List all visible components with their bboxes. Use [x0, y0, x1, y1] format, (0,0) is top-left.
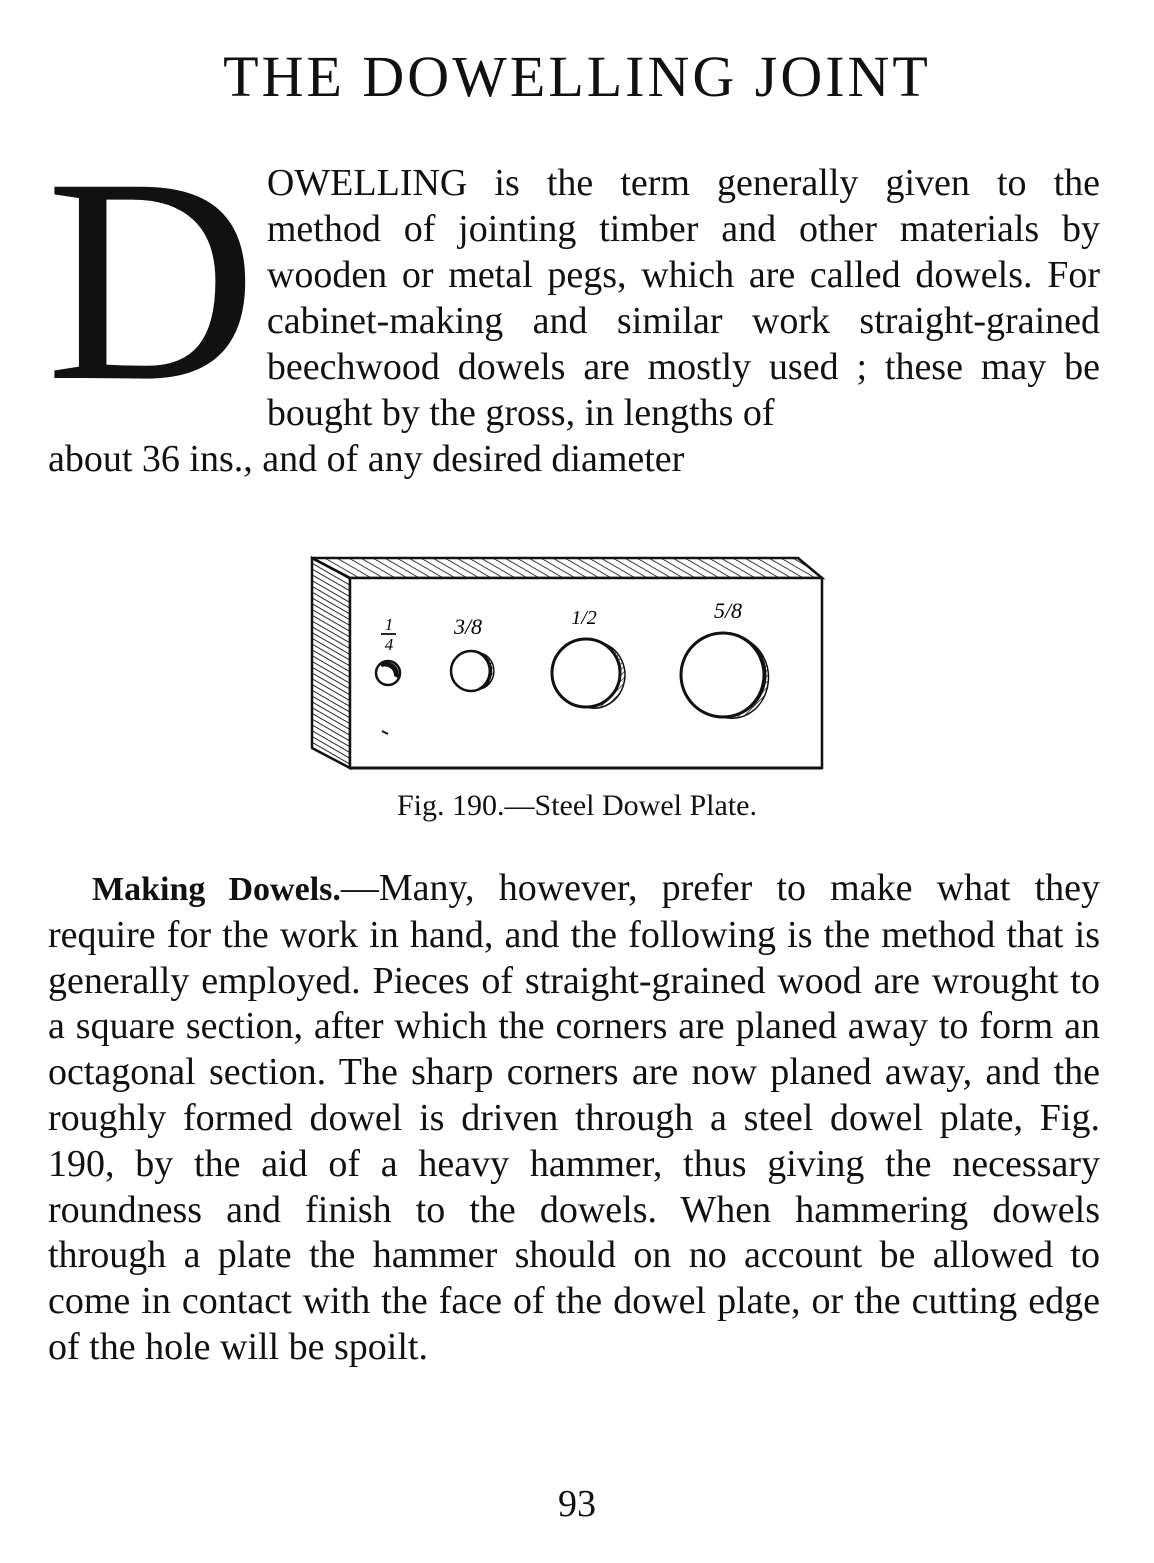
making-dowels-paragraph — [48, 866, 1100, 1371]
page-title: THE DOWELLING JOINT — [223, 44, 931, 109]
intro-text: OWELLING is the term generally given to the method of jointing timber and other materials by wooden or metal pegs, which are called dowels. For cabinet-making and similar work straight-grained beechwood dowels are mostly used ; these may be bought by the gross, in lengths of — [266, 162, 1100, 434]
intro-last-line: about 36 ins., and of any desired diameter — [48, 438, 685, 480]
dowel-hole-three-eighths — [451, 651, 494, 691]
dowel-hole-half — [552, 639, 625, 708]
dowel-hole-quarter — [376, 661, 400, 685]
hole-label-half — [571, 607, 597, 629]
hole-label-five-eighths — [714, 598, 742, 623]
svg-text:5/8: 5/8 — [713, 598, 743, 623]
hole-label-three-eighths — [453, 614, 482, 639]
svg-text:1/2: 1/2 — [571, 607, 597, 629]
making-dowels-text: —Many, however, prefer to make what they require for the work in hand, and the following is the method that is generally employed. Pieces of straight-grained wood are wrought to a square section, after which the corners are planed away to form an octagonal section. The sharp corners are now planed away, and the roughly formed dowel is driven through a steel dowel plate, Fig. 190, by the aid of a heavy hammer, thus giving the necessary roundness and finish to the dowels. When hammering dowels through a plate the hammer should on no account be allowed to come in contact with the face of the dowel plate, or the cutting edge of the hole will be spoilt. — [48, 867, 1101, 1368]
page-number: 93 — [558, 1483, 596, 1525]
svg-text:3/8: 3/8 — [453, 614, 483, 639]
dowel-plate-figure — [310, 550, 830, 775]
svg-text:1: 1 — [384, 615, 394, 634]
svg-text:4: 4 — [384, 635, 394, 654]
drop-cap: D — [46, 119, 257, 442]
section-heading: Making Dowels. — [92, 871, 341, 908]
dowel-hole-five-eighths — [681, 633, 768, 718]
figure-caption: Fig. 190.—Steel Dowel Plate. — [397, 789, 757, 822]
intro-paragraph — [46, 119, 1100, 482]
